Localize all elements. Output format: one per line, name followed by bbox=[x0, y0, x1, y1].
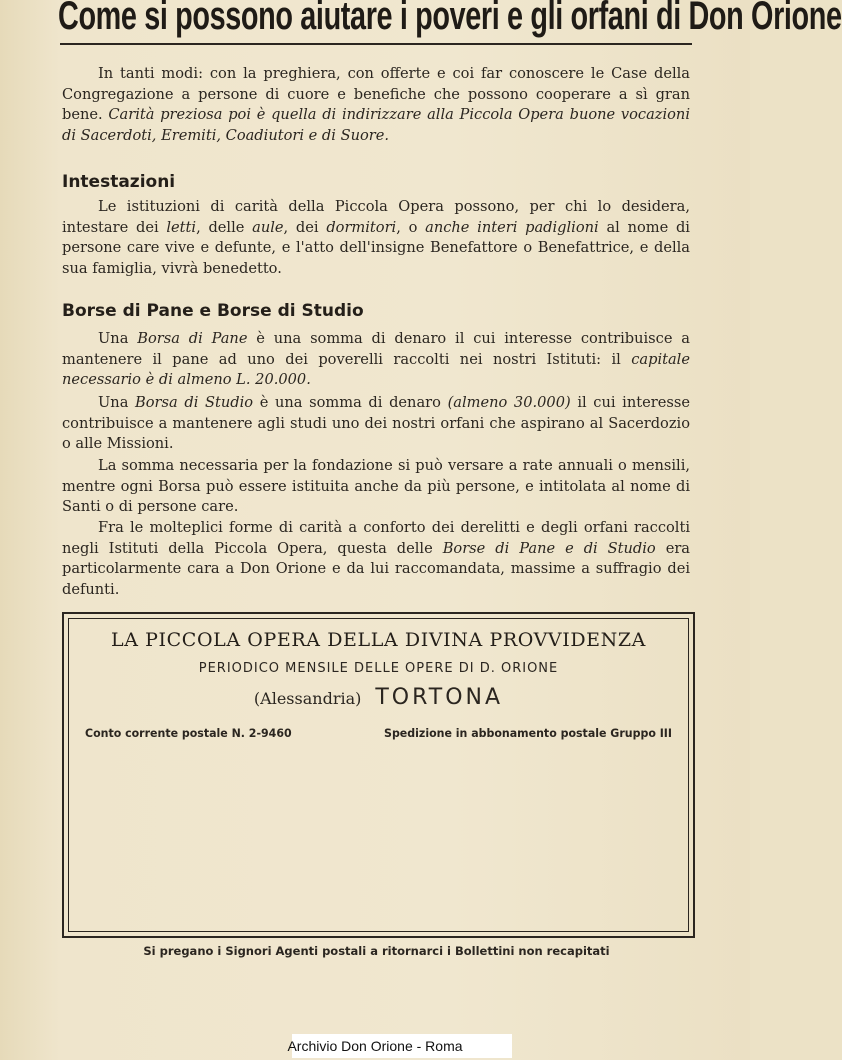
text: era particolarmente cara a Don Orione e da lui raccomandata, massime a suffragio dei defunti. bbox=[62, 539, 691, 598]
postal-agents-note: Si pregano i Signori Agenti postali a ritornarci i Bollettini non recapitati bbox=[143, 944, 610, 958]
text-italic: capitale necessario è di almeno L. 20.000. bbox=[62, 350, 690, 389]
text: Le istituzioni di carità della Piccola Opera possono, per chi lo desidera, intestare dei bbox=[62, 198, 690, 236]
text-italic: anche interi padiglioni bbox=[425, 218, 599, 236]
intro-paragraph bbox=[62, 64, 690, 146]
forme-carita-paragraph bbox=[62, 518, 690, 600]
archive-label: Archivio Don Orione - Roma bbox=[287, 1038, 463, 1054]
text: è una somma di denaro bbox=[253, 394, 448, 411]
borsa-studio-paragraph bbox=[62, 393, 690, 455]
text-italic: aule bbox=[252, 218, 284, 236]
province: (Alessandria) bbox=[253, 689, 362, 708]
title-underline bbox=[60, 43, 692, 45]
text-italic: Borse di Pane e di Studio bbox=[442, 539, 656, 557]
text: , delle bbox=[196, 218, 253, 236]
text: è una somma di denaro il cui interesse contribuisce a mantenere il pane ad uno dei poverelli raccolti nei nostri Istituti: il bbox=[62, 330, 690, 368]
borsa-pane-paragraph bbox=[62, 329, 690, 391]
masthead-box bbox=[62, 612, 695, 938]
text: Una bbox=[98, 330, 138, 347]
text: Fra le molteplici forme di carità a conforto dei derelitti e degli orfani raccolti negli Istituti della Piccola Opera, questa delle bbox=[62, 519, 690, 557]
page-title: Come si possono aiutare i poveri e gli orfani di Don Orione bbox=[58, 0, 842, 38]
masthead-inner-frame bbox=[68, 618, 689, 932]
somma-paragraph: La somma necessaria per la fondazione si può versare a rate annuali o mensili, mentre ogni Borsa può essere istituita anche da più persone, e intitolata al nome di Santi o di persone care. bbox=[62, 457, 690, 516]
intro-text: In tanti modi: con la preghiera, con offerte e coi far conoscere le Case della Congregazione a persone di cuore e benefiche che possono cooperare a sì gran bene. bbox=[62, 65, 690, 124]
section-heading-borse: Borse di Pane e Borse di Studio bbox=[62, 301, 364, 321]
postal-shipping: Spedizione in abbonamento postale Gruppo III bbox=[384, 726, 672, 741]
intestazioni-paragraph bbox=[62, 197, 690, 279]
text: il cui interesse contribuisce a mantenere agli studi uno dei nostri orfani che aspirano al Sacerdozio o alle Missioni. bbox=[62, 394, 690, 453]
text: , o bbox=[396, 218, 426, 236]
text-italic: (almeno 30.000) bbox=[447, 394, 571, 411]
text: , dei bbox=[283, 218, 327, 236]
text: al nome di persone care vive e defunte, e l'atto dell'insigne Benefattore o Benefattrice, e della sua famiglia, vivrà benedetto. bbox=[62, 218, 690, 277]
postal-account: Conto corrente postale N. 2-9460 bbox=[85, 726, 292, 741]
intro-italic: Carità preziosa poi è quella di indirizzare alla Piccola Opera buone vocazioni di Sacerdoti, Eremiti, Coadiutori e di Suore. bbox=[62, 106, 690, 144]
publication-name: LA PICCOLA OPERA DELLA DIVINA PROVVIDENZA bbox=[111, 629, 646, 651]
publication-location bbox=[69, 685, 688, 710]
text: Una bbox=[98, 394, 136, 411]
city: TORTONA bbox=[375, 685, 504, 710]
publication-subtitle: PERIODICO MENSILE DELLE OPERE DI D. ORIONE bbox=[198, 661, 559, 676]
postal-info-row bbox=[85, 727, 672, 741]
text-italic: Borsa di Pane bbox=[137, 330, 248, 347]
text-italic: Borsa di Studio bbox=[135, 394, 254, 411]
section-heading-intestazioni: Intestazioni bbox=[62, 172, 176, 192]
text-italic: letti bbox=[166, 218, 197, 236]
text-italic: dormitori bbox=[326, 218, 397, 236]
